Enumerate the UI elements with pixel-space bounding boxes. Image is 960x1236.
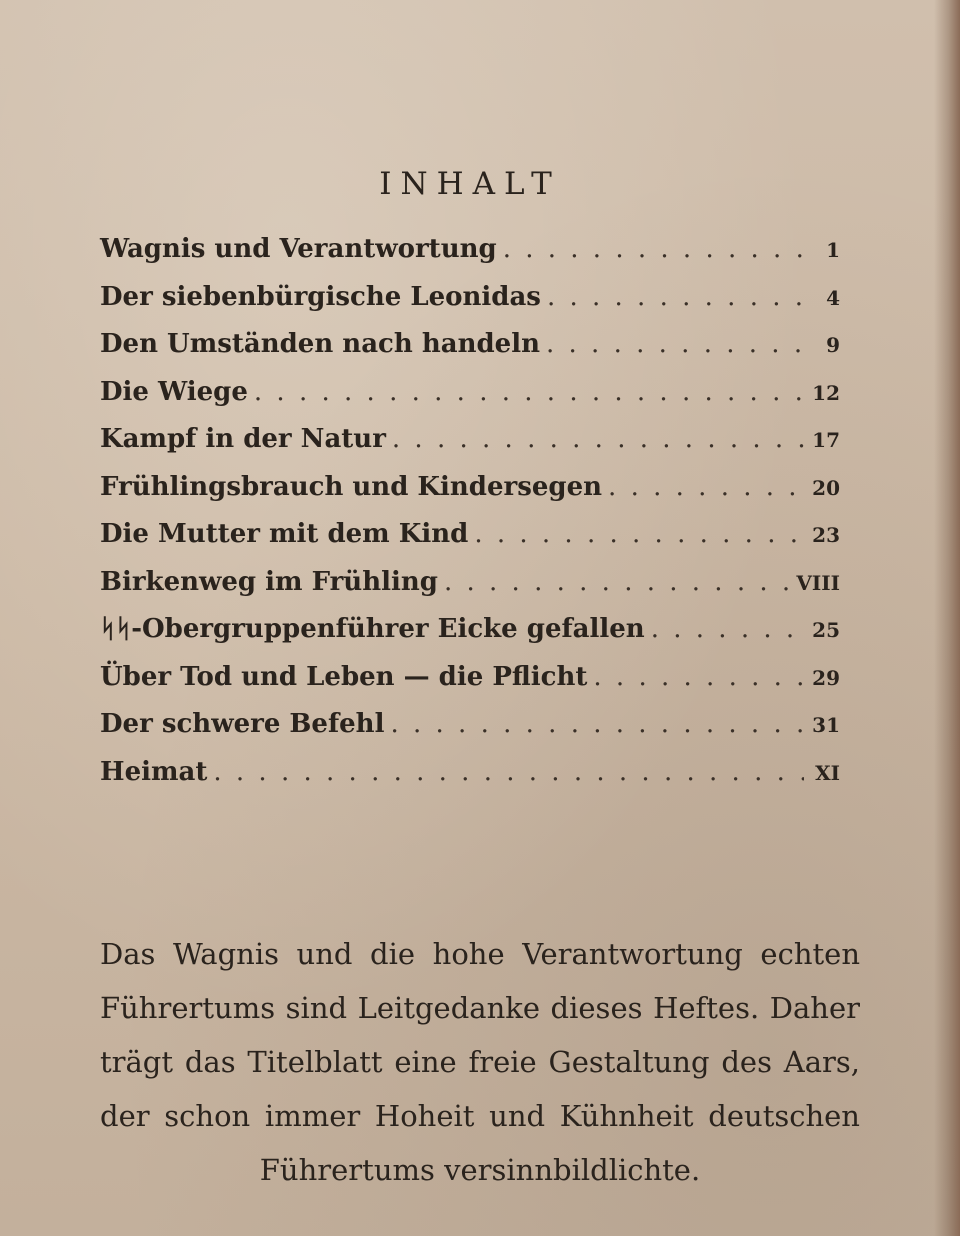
toc-entry: [100, 654, 840, 702]
toc-entry: [100, 274, 840, 322]
toc-entry-page: 17: [812, 428, 840, 452]
toc-entry: [100, 226, 840, 274]
toc-entry-title: Birkenweg im Frühling: [100, 566, 438, 597]
toc-entry: [100, 559, 840, 607]
toc-entry: [100, 369, 840, 417]
toc-entry: [100, 701, 840, 749]
dot-leader: [438, 559, 796, 607]
toc-entry-page: 31: [812, 713, 840, 737]
toc-entry-title: Der siebenbürgische Leonidas: [100, 281, 541, 312]
toc-entry-page: XI: [815, 760, 840, 785]
dot-leader: [497, 226, 804, 274]
toc-entry-page: 4: [826, 285, 840, 310]
toc-entry-title: Heimat: [100, 756, 208, 787]
dot-leader: [541, 274, 804, 322]
toc-entry: [100, 464, 840, 512]
dot-leader: [384, 701, 804, 749]
editorial-note: Das Wagnis und die hohe Verantwortung echten Führertums sind Leitgedanke dieses Heftes. Daher trägt das Titelblatt eine freie Gestaltung des Aars, der schon immer Hoheit und Kühnheit deutschen Führertums versinnbildlichte.: [100, 937, 860, 1187]
toc-entry-page: 1: [826, 238, 840, 262]
dot-leader: [645, 606, 804, 654]
toc-entry-title: Wagnis und Verantwortung: [100, 234, 497, 264]
toc-entry-page: 9: [826, 333, 840, 357]
toc-entry-page: 25: [812, 618, 840, 642]
toc-entry: [100, 606, 840, 654]
dot-leader: [602, 464, 804, 512]
toc-entry-page: 29: [812, 665, 840, 690]
toc-entry-title: Über Tod und Leben — die Pflicht: [100, 661, 588, 692]
toc-entry-page: 20: [812, 475, 840, 500]
toc-entry-page: 23: [812, 523, 840, 547]
toc-entry-title: Der schwere Befehl: [100, 709, 385, 739]
toc-entry-title: Die Wiege: [100, 376, 248, 407]
toc-entry-title: Kampf in der Natur: [100, 424, 386, 454]
dot-leader: [386, 416, 804, 464]
dot-leader: [468, 511, 804, 559]
dot-leader: [207, 749, 804, 797]
toc-entry: [100, 416, 840, 464]
toc-entry: [100, 321, 840, 369]
toc-entry-page: 12: [812, 380, 840, 405]
dot-leader: [587, 654, 804, 702]
toc-entry-title: Den Umständen nach handeln: [100, 329, 540, 359]
toc-entry: [100, 749, 840, 797]
toc-entry-title: Frühlingsbrauch und Kindersegen: [100, 471, 603, 502]
dot-leader: [248, 369, 804, 417]
table-of-contents: [100, 226, 840, 796]
dot-leader: [540, 321, 804, 369]
toc-entry-title: Die Mutter mit dem Kind: [100, 519, 469, 549]
toc-entry: [100, 511, 840, 559]
toc-entry-page: VIII: [796, 570, 840, 595]
contents-heading: INHALT: [379, 166, 561, 202]
toc-entry-title: ᛋᛋ-Obergruppenführer Eicke gefallen: [100, 614, 645, 644]
